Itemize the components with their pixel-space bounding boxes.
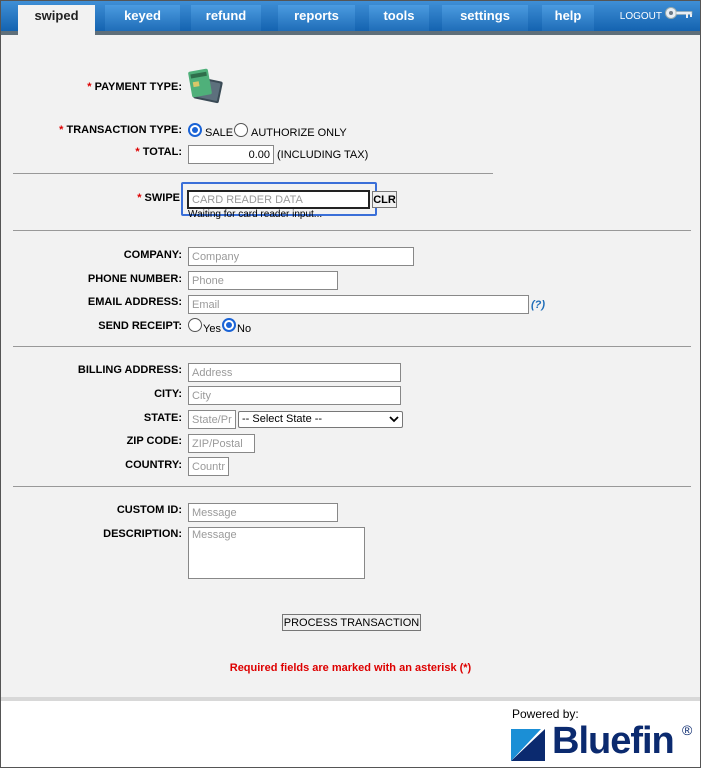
logout-link[interactable] <box>620 7 694 27</box>
receipt-yes-label: Yes <box>203 323 221 335</box>
zip-input[interactable] <box>188 434 255 453</box>
sale-radio[interactable] <box>188 123 202 137</box>
footer <box>1 697 700 767</box>
registered-mark: ® <box>682 722 693 738</box>
state-input[interactable] <box>188 410 236 429</box>
divider <box>13 486 691 487</box>
city-input[interactable] <box>188 386 401 405</box>
logout-label: LOGOUT <box>619 11 662 22</box>
country-label: COUNTRY: <box>125 459 182 471</box>
description-label: DESCRIPTION: <box>103 528 182 540</box>
tab-keyed[interactable]: keyed <box>105 5 180 31</box>
tab-refund[interactable]: refund <box>191 5 261 31</box>
bluefin-mark-icon <box>511 727 547 763</box>
authorize-only-radio[interactable] <box>234 123 248 137</box>
total-label <box>1 145 182 159</box>
tab-tools[interactable]: tools <box>369 5 429 31</box>
top-nav <box>1 1 700 35</box>
swipe-text: SWIPE <box>144 192 180 204</box>
company-label: COMPANY: <box>123 249 182 261</box>
description-textarea[interactable] <box>188 527 365 579</box>
state-label: STATE: <box>143 412 182 424</box>
total-text: TOTAL: <box>142 146 182 158</box>
phone-label: PHONE NUMBER: <box>87 273 182 285</box>
custom-id-input[interactable] <box>188 503 338 522</box>
divider <box>13 173 493 174</box>
transaction-type-label <box>1 123 182 137</box>
payment-type-text: PAYMENT TYPE: <box>94 81 182 93</box>
billing-address-input[interactable] <box>188 363 401 382</box>
company-input[interactable] <box>188 247 414 266</box>
divider <box>13 230 691 231</box>
email-input[interactable] <box>188 295 529 314</box>
process-transaction-button[interactable]: PROCESS TRANSACTION <box>282 614 421 631</box>
email-help-link[interactable]: (?) <box>531 299 546 311</box>
required-asterisk: * <box>137 192 142 204</box>
sale-radio-label: SALE <box>205 127 234 139</box>
state-select-value: -- Select State -- <box>242 413 323 425</box>
bluefin-logo <box>510 720 700 764</box>
total-input[interactable] <box>188 145 274 164</box>
swipe-label <box>1 191 180 205</box>
receipt-no-label: No <box>237 323 252 335</box>
card-reader-icon <box>187 67 223 105</box>
powered-by-text: Powered by: <box>512 707 579 721</box>
receipt-yes-radio[interactable] <box>188 318 202 332</box>
phone-input[interactable] <box>188 271 338 290</box>
divider <box>13 346 691 347</box>
card-reader-input[interactable] <box>187 190 370 209</box>
clear-button[interactable]: CLR <box>372 191 397 208</box>
zip-label: ZIP CODE: <box>126 435 182 447</box>
required-asterisk: * <box>87 81 92 93</box>
tab-settings[interactable]: settings <box>442 5 528 31</box>
state-select[interactable] <box>238 411 403 428</box>
chevron-down-icon <box>389 413 399 430</box>
tab-swiped[interactable]: swiped <box>18 5 95 35</box>
custom-id-label: CUSTOM ID: <box>116 504 182 516</box>
transaction-type-text: TRANSACTION TYPE: <box>66 124 182 136</box>
swipe-status: Waiting for card reader input... <box>188 209 323 220</box>
country-input[interactable] <box>188 457 229 476</box>
total-note: (INCLUDING TAX) <box>277 149 369 161</box>
city-label: CITY: <box>154 388 182 400</box>
key-icon <box>664 5 694 29</box>
receipt-no-radio[interactable] <box>222 318 236 332</box>
authorize-only-radio-label: AUTHORIZE ONLY <box>251 127 347 139</box>
bluefin-wordmark: Bluefin <box>552 720 674 762</box>
required-note: Required fields are marked with an asterisk (*) <box>229 662 472 674</box>
billing-address-label: BILLING ADDRESS: <box>77 364 182 376</box>
email-label: EMAIL ADDRESS: <box>87 296 182 308</box>
payment-type-label <box>1 80 182 94</box>
required-asterisk: * <box>135 146 140 158</box>
tab-help[interactable]: help <box>542 5 594 31</box>
required-asterisk: * <box>59 124 64 136</box>
send-receipt-label: SEND RECEIPT: <box>98 320 182 332</box>
tab-reports[interactable]: reports <box>278 5 355 31</box>
